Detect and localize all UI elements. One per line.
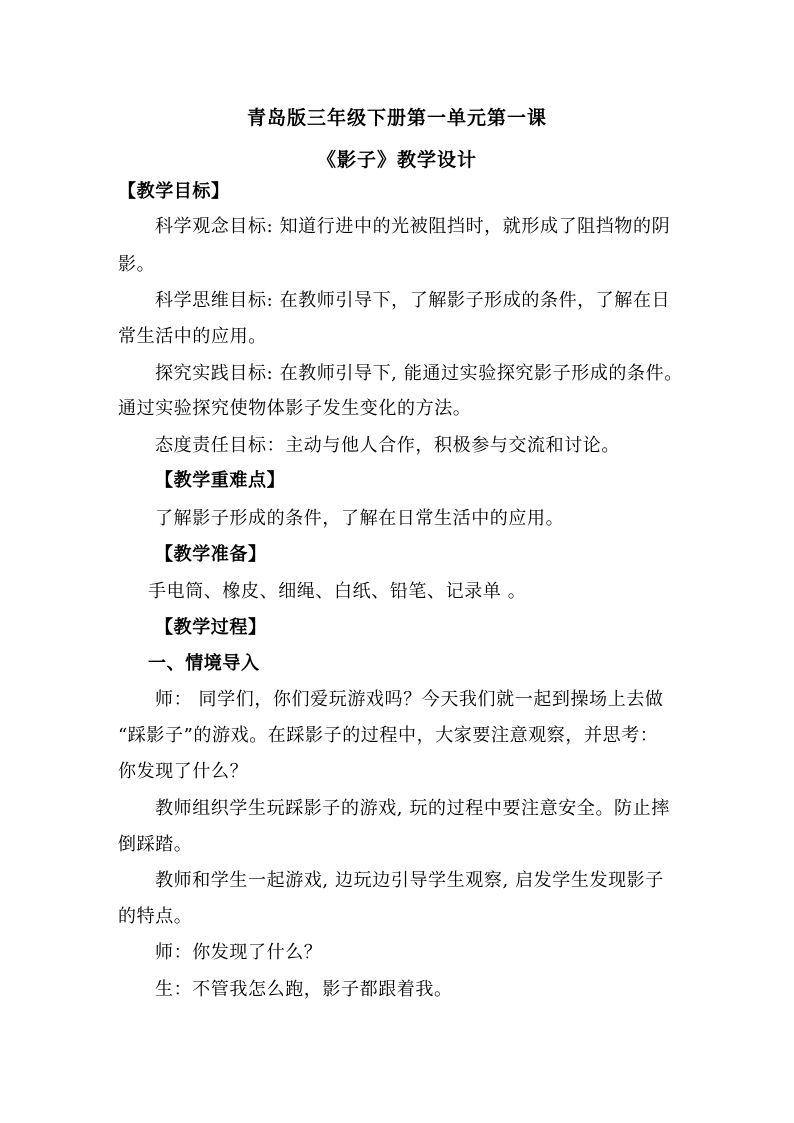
document-subtitle: 《影子》教学设计 xyxy=(316,149,477,171)
paragraph-p3-line2: 的特点。 xyxy=(118,906,193,927)
paragraph-goal2-line2: 常生活中的应用。 xyxy=(118,326,267,347)
paragraph-goal4: 态度责任目标：主动与他人合作，积极参与交流和讨论。 xyxy=(155,435,620,456)
section-heading-prep: 【教学准备】 xyxy=(155,544,267,565)
paragraph-goal3-line2: 通过实验探究使物体影子发生变化的方法。 xyxy=(118,398,472,419)
paragraph-p1-line3: 你发现了什么？ xyxy=(118,761,249,782)
paragraph-p2-line2: 倒踩踏。 xyxy=(118,834,193,855)
paragraph-prep: 手电筒、橡皮、细绳、白纸、铅笔、记录单 。 xyxy=(148,581,527,602)
paragraph-p1-line1: 师： 同学们，你们爱玩游戏吗？今天我们就一起到操场上去做 xyxy=(155,689,664,710)
paragraph-goal3-line1: 探究实践目标: 在教师引导下, 能通过实验探究影子形成的条件。 xyxy=(155,363,683,384)
paragraph-goal2-line1: 科学思维目标: 在教师引导下，了解影子形成的条件，了解在日 xyxy=(155,290,671,311)
paragraph-p5: 生：不管我怎么跑，影子都跟着我。 xyxy=(155,979,453,1000)
section-heading-keypoints: 【教学重难点】 xyxy=(155,470,286,491)
paragraph-p4: 师：你发现了什么？ xyxy=(155,942,323,963)
paragraph-keypoints: 了解影子形成的条件，了解在日常生活中的应用。 xyxy=(155,508,565,529)
section-heading-process: 【教学过程】 xyxy=(155,617,267,638)
document-title: 青岛版三年级下册第一单元第一课 xyxy=(246,107,547,129)
paragraph-goal1-line2: 影。 xyxy=(118,254,156,275)
subheading-part1: 一、情境导入 xyxy=(148,653,260,674)
paragraph-p1-line2: “踩影子”的游戏。在踩影子的过程中，大家要注意观察，并思考： xyxy=(118,725,659,746)
section-heading-goals: 【教学目标】 xyxy=(118,181,230,202)
paragraph-p2-line1: 教师组织学生玩踩影子的游戏, 玩的过程中要注意安全。防止摔 xyxy=(155,798,670,819)
paragraph-goal1-line1: 科学观念目标: 知道行进中的光被阻挡时，就形成了阻挡物的阴 xyxy=(155,216,671,237)
paragraph-p3-line1: 教师和学生一起游戏, 边玩边引导学生观察, 启发学生发现影子 xyxy=(155,870,664,891)
